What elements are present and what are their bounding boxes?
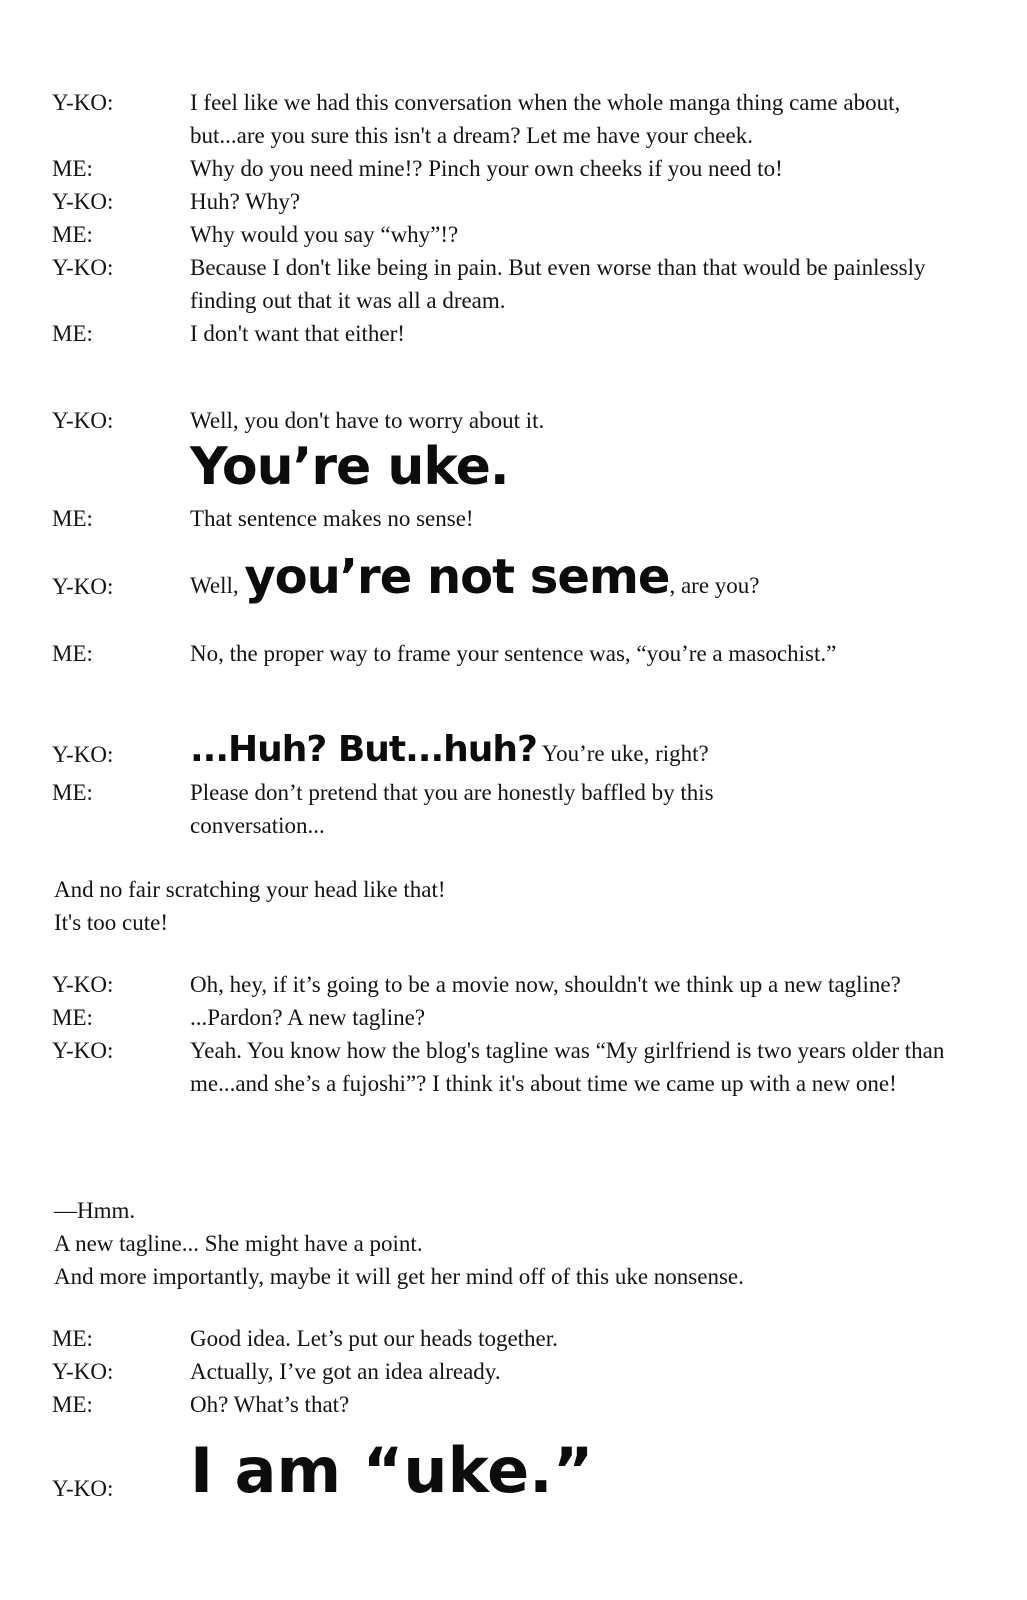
dialogue-text-post: You’re uke, right? (536, 741, 709, 766)
speaker-label: ME: (52, 780, 93, 805)
dialogue-line (0, 1388, 1027, 1421)
dialogue-line (0, 218, 1027, 251)
dialogue-block-1 (0, 86, 1027, 350)
dialogue-line (0, 317, 1027, 350)
speaker-label: Y-KO: (52, 742, 114, 767)
speaker-label: ME: (52, 1005, 93, 1030)
dialogue-text: I feel like we had this conversation when the whole manga thing came about, but...are you sure this isn't a dream? Let me have your cheek. (190, 90, 901, 148)
dialogue-line (0, 1034, 1027, 1100)
narration-line: —Hmm. (54, 1198, 136, 1223)
dialogue-final (0, 1436, 1027, 1510)
dialogue-nosense (0, 502, 1027, 535)
dialogue-text: Oh? What’s that? (190, 1392, 350, 1417)
narration-line: And more importantly, maybe it will get her mind off of this uke nonsense. (54, 1264, 744, 1289)
dialogue-text: Huh? Why? (190, 189, 301, 214)
narration-line: A new tagline... She might have a point. (54, 1231, 423, 1256)
dialogue-text: Yeah. You know how the blog's tagline was “My girlfriend is two years older than me...and she’s a fujoshi”? I think it's about time we came up with a new one! (190, 1038, 945, 1096)
dialogue-text: Please don’t pretend that you are honestly baffled by this conversation... (190, 780, 714, 838)
emphasis-text: you’re not seme (244, 549, 670, 605)
dialogue-line (0, 1001, 1027, 1034)
dialogue-text: Actually, I’ve got an idea already. (190, 1359, 501, 1384)
speaker-label: ME: (52, 222, 93, 247)
dialogue-text: Why would you say “why”!? (190, 222, 459, 247)
dialogue-line (0, 1436, 1027, 1510)
emphasis-text: I am “uke.” (190, 1434, 594, 1507)
dialogue-line (0, 1322, 1027, 1355)
dialogue-text: Good idea. Let’s put our heads together. (190, 1326, 558, 1351)
speaker-label: ME: (52, 641, 93, 666)
dialogue-line (0, 1355, 1027, 1388)
narration-line: It's too cute! (54, 910, 169, 935)
dialogue-text: Well, you don't have to worry about it. (190, 408, 545, 433)
speaker-label: ME: (52, 1392, 93, 1417)
speaker-label: Y-KO: (52, 90, 114, 115)
dialogue-line (0, 549, 1027, 606)
dialogue-line (0, 404, 1027, 497)
speaker-label: Y-KO: (52, 1476, 114, 1501)
narration-line: And no fair scratching your head like that! (54, 877, 446, 902)
dialogue-line (0, 637, 1027, 670)
speaker-label: Y-KO: (52, 1038, 114, 1063)
dialogue-masochist (0, 637, 1027, 670)
narration-2 (0, 1194, 1027, 1293)
narration-1 (0, 873, 1027, 939)
speaker-label: Y-KO: (52, 255, 114, 280)
dialogue-text-group (190, 404, 950, 497)
dialogue-line (0, 728, 1027, 774)
emphasis-text: ...Huh? But...huh? (190, 729, 537, 770)
dialogue-line (0, 502, 1027, 535)
dialogue-line (0, 185, 1027, 218)
dialogue-line (0, 86, 1027, 152)
dialogue-text: I don't want that either! (190, 321, 405, 346)
speaker-label: Y-KO: (52, 189, 114, 214)
speaker-label: ME: (52, 1326, 93, 1351)
dialogue-text-post: , are you? (669, 573, 760, 598)
dialogue-block-3 (0, 1322, 1027, 1421)
dialogue-seme (0, 549, 1027, 606)
dialogue-line (0, 776, 1027, 842)
dialogue-baffled (0, 776, 1027, 842)
dialogue-block-2 (0, 968, 1027, 1100)
dialogue-text-group (190, 1436, 950, 1522)
speaker-label: ME: (52, 156, 93, 181)
speaker-label: Y-KO: (52, 408, 114, 433)
speaker-label: Y-KO: (52, 972, 114, 997)
speaker-label: ME: (52, 506, 93, 531)
dialogue-text: ...Pardon? A new tagline? (190, 1005, 426, 1030)
emphasis-text: You’re uke. (190, 437, 509, 497)
dialogue-huh (0, 728, 1027, 774)
dialogue-text-pre: Well, (190, 573, 245, 598)
dialogue-text-group (190, 728, 950, 777)
dialogue-line (0, 251, 1027, 317)
dialogue-uke-1 (0, 404, 1027, 497)
dialogue-text: Because I don't like being in pain. But even worse than that would be painlessly finding out that it was all a dream. (190, 255, 926, 313)
dialogue-text-group (190, 549, 950, 613)
dialogue-text: Why do you need mine!? Pinch your own cheeks if you need to! (190, 156, 783, 181)
dialogue-line (0, 968, 1027, 1001)
dialogue-line (0, 152, 1027, 185)
speaker-label: Y-KO: (52, 1359, 114, 1384)
dialogue-text: No, the proper way to frame your sentence was, “you’re a masochist.” (190, 641, 837, 666)
dialogue-text: That sentence makes no sense! (190, 506, 474, 531)
speaker-label: ME: (52, 321, 93, 346)
speaker-label: Y-KO: (52, 574, 114, 599)
dialogue-text: Oh, hey, if it’s going to be a movie now, shouldn't we think up a new tagline? (190, 972, 901, 997)
